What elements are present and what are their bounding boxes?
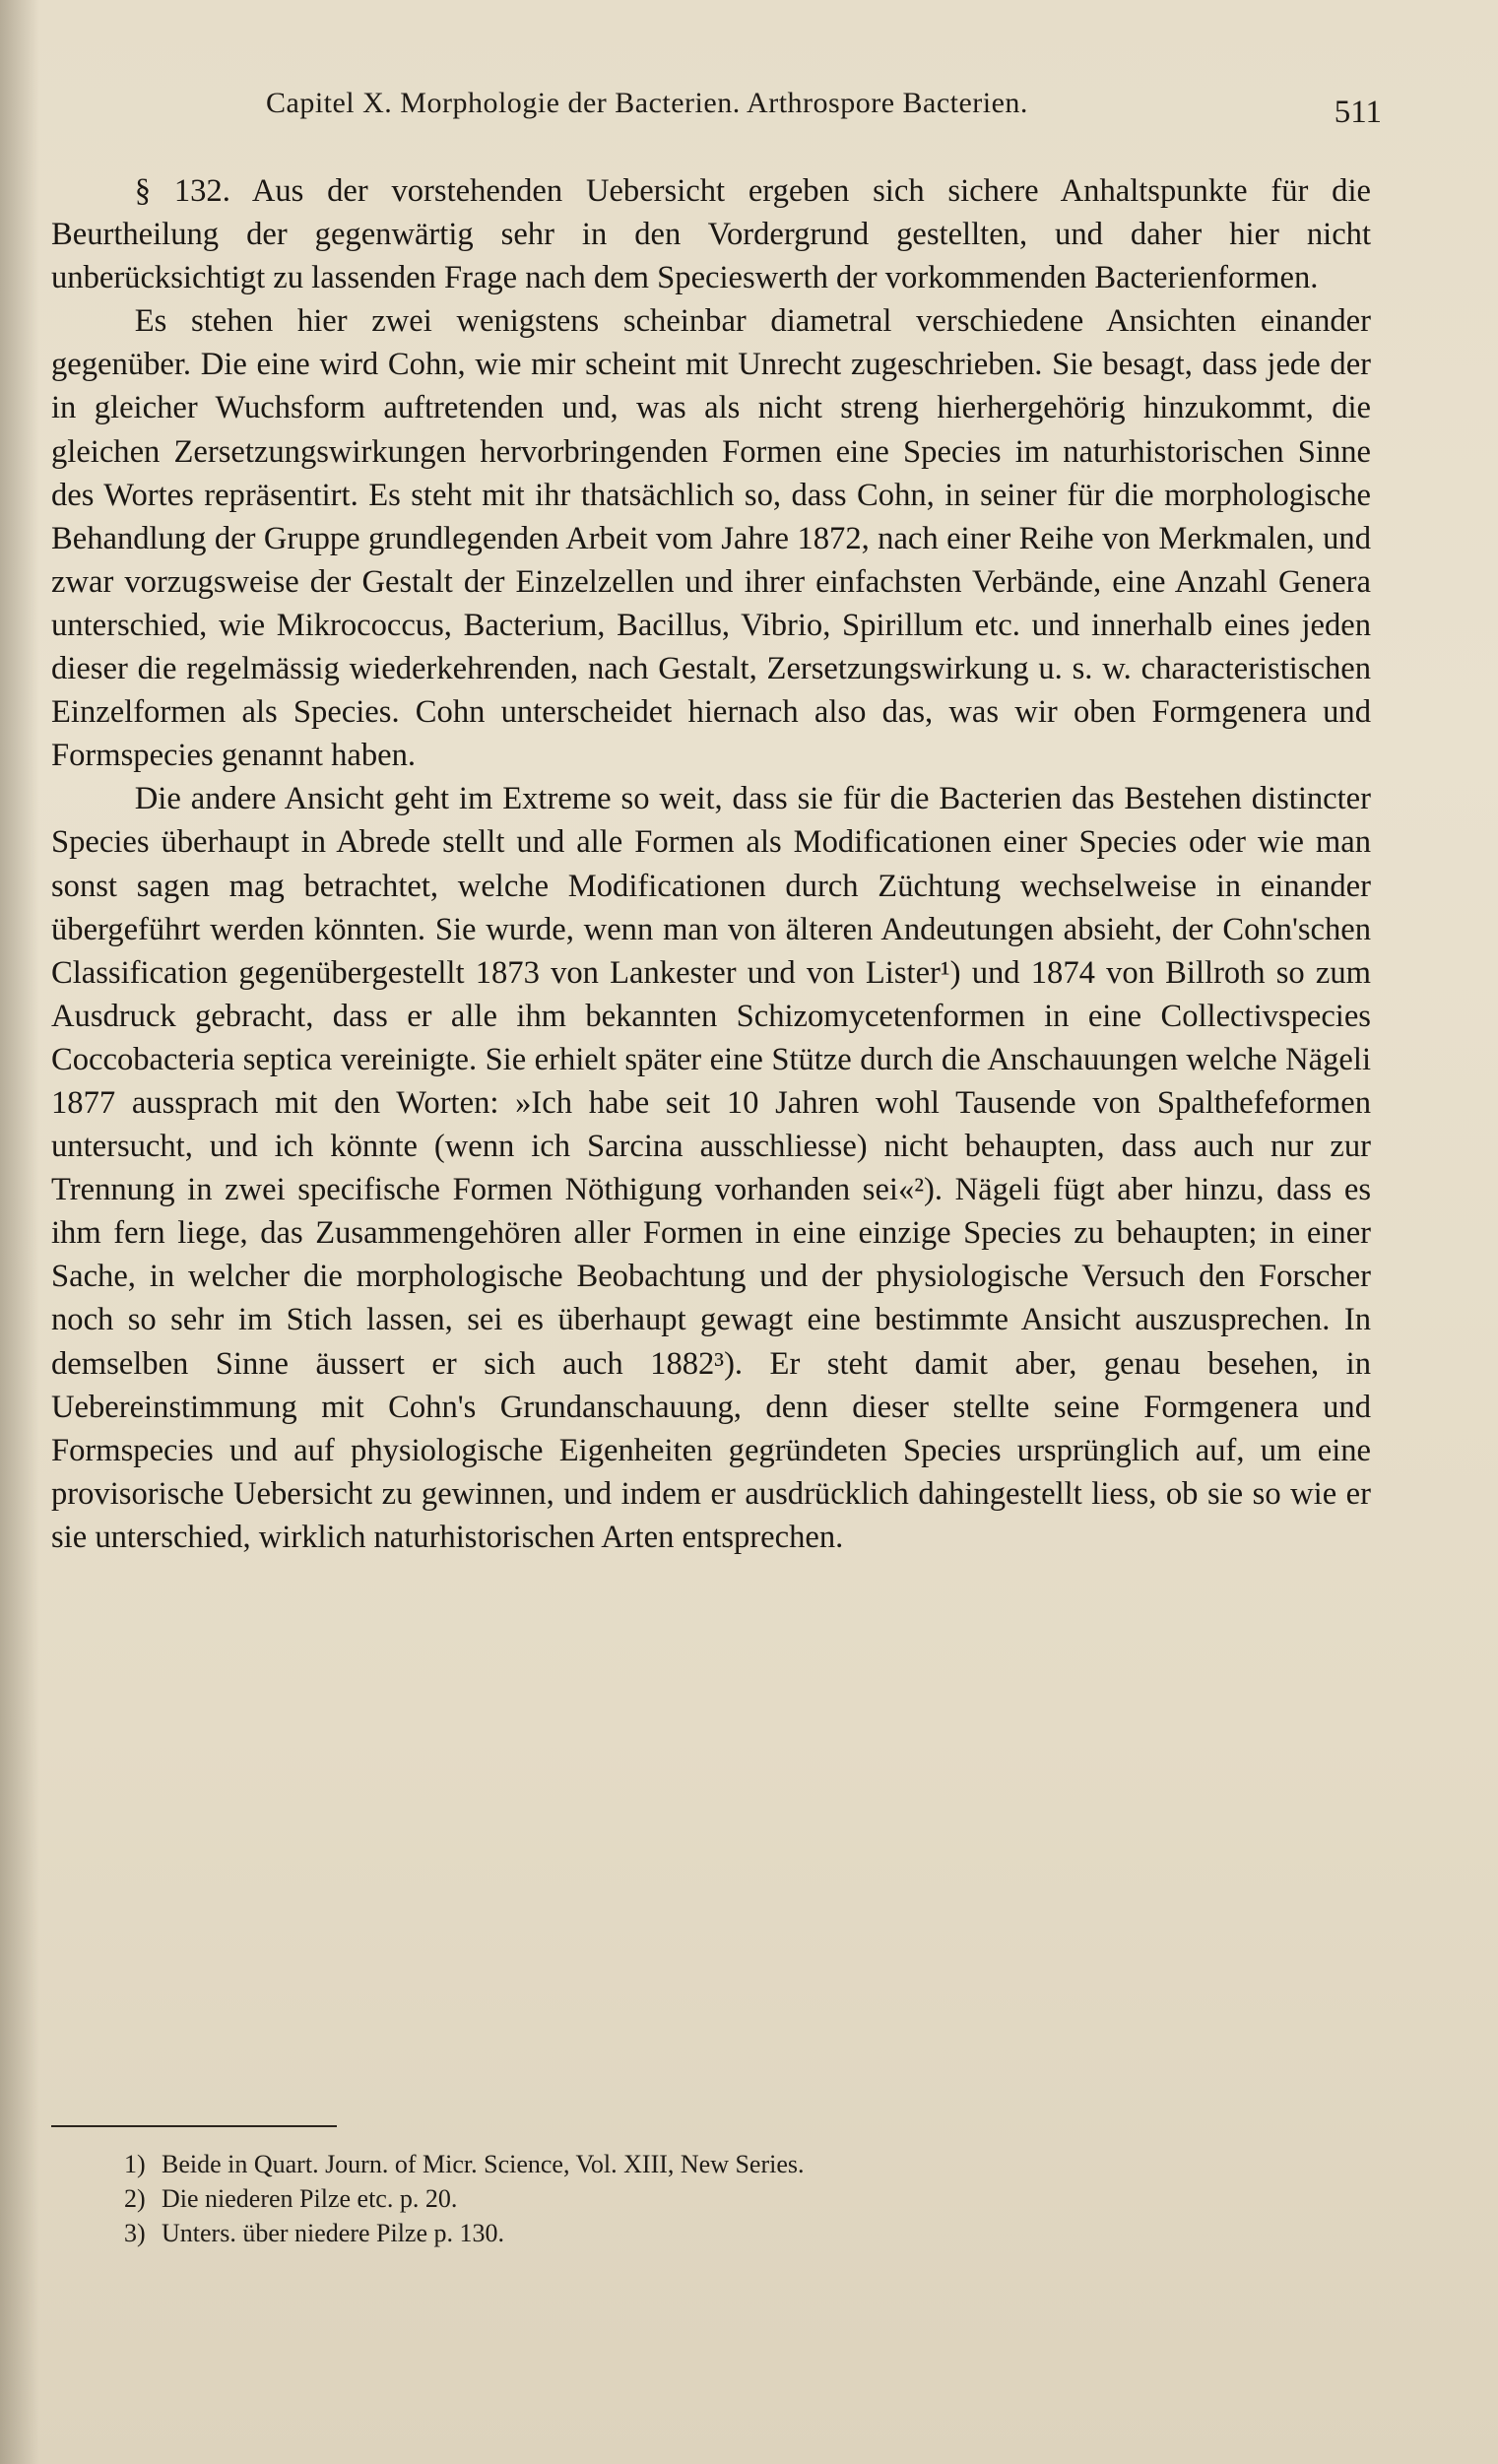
- footnote-text: Die niederen Pilze etc. p. 20.: [162, 2184, 458, 2213]
- footnote-2: [124, 2181, 1306, 2216]
- footnote-number: 3): [124, 2219, 146, 2247]
- footnote-1: [124, 2147, 1306, 2181]
- footnote-3: [124, 2216, 1306, 2250]
- footnote-text: Unters. über niedere Pilze p. 130.: [162, 2219, 505, 2247]
- footnotes: [124, 2147, 1306, 2250]
- footnote-rule: [51, 2125, 337, 2127]
- running-head: Capitel X. Morphologie der Bacterien. Arthrospore Bacterien.: [266, 87, 1028, 119]
- page-number: 511: [1334, 95, 1382, 130]
- page-header: [266, 87, 1382, 136]
- footnote-number: 2): [124, 2184, 146, 2213]
- page-gutter-shadow: [0, 0, 39, 2464]
- body-text: [51, 169, 1371, 1559]
- paragraph-two-views: Es stehen hier zwei wenigstens scheinbar diametral verschiedene Ansichten einander gegenüber. Die eine wird Cohn, wie mir scheint mit Unrecht zugeschrieben. Sie besagt, dass jede der in gleicher Wuchsform auftretenden und, was als nicht streng hierhergehörig hinzukommt, die gleichen Zersetzungswirkungen hervorbringenden Formen eine Species im naturhistorischen Sinne des Wortes repräsentirt. Es steht mit ihr thatsächlich so, dass Cohn, in seiner für die morphologische Behandlung der Gruppe grundlegenden Arbeit vom Jahre 1872, nach einer Reihe von Merkmalen, und zwar vorzugsweise der Gestalt der Einzelzellen und ihrer einfachsten Verbände, eine Anzahl Genera unterschied, wie Mikrococcus, Bacterium, Bacillus, Vibrio, Spirillum etc. und innerhalb eines jeden dieser die regelmässig wiederkehrenden, nach Gestalt, Zersetzungswirkung u. s. w. characteristischen Einzelformen als Species. Cohn unterscheidet hiernach also das, was wir oben Formgenera und Formspecies genannt haben.: [51, 303, 1371, 774]
- paragraph-other-view: Die andere Ansicht geht im Extreme so weit, dass sie für die Bacterien das Bestehen distincter Species überhaupt in Abrede stellt und alle Formen als Modificationen einer Species oder wie man sonst sagen mag betrachtet, welche Modificationen durch Züchtung wechselweise in einander übergeführt werden könnten. Sie wurde, wenn man von älteren Andeutungen absieht, der Cohn'schen Classification gegenübergestellt 1873 von Lankester und von Lister¹) und 1874 von Billroth so zum Ausdruck gebracht, dass er alle ihm bekannten Schizomycetenformen in eine Collectivspecies Coccobacteria septica vereinigte. Sie erhielt später eine Stütze durch die Anschauungen welche Nägeli 1877 aussprach mit den Worten: »Ich habe seit 10 Jahren wohl Tausende von Spalthefeformen untersucht, und ich könnte (wenn ich Sarcina ausschliesse) nicht behaupten, dass auch nur zur Trennung in zwei specifische Formen Nöthigung vorhanden sei«²). Nägeli fügt aber hinzu, dass es ihm fern liege, das Zusammengehören aller Formen in eine einzige Species zu behaupten; in einer Sache, in welcher die morphologische Beobachtung und der physiologische Versuch den Forscher noch so sehr im Stich lassen, sei es überhaupt gewagt eine bestimmte Ansicht auszusprechen. In demselben Sinne äussert er sich auch 1882³). Er steht damit aber, genau besehen, in Uebereinstimmung mit Cohn's Grundanschauung, denn dieser stellte seine Formgenera und Formspecies und auf physiologische Eigenheiten gegründeten Species ursprünglich auf, um eine provisorische Uebersicht zu gewinnen, und indem er ausdrücklich dahingestellt liess, ob sie so wie er sie unterschied, wirklich naturhistorischen Arten entsprechen.: [51, 781, 1371, 1555]
- footnote-text: Beide in Quart. Journ. of Micr. Science, Vol. XIII, New Series.: [162, 2150, 805, 2178]
- footnote-number: 1): [124, 2150, 146, 2178]
- paragraph-section-132: § 132. Aus der vorstehenden Uebersicht ergeben sich sichere Anhaltspunkte für die Beurtheilung der gegenwärtig sehr in den Vordergrund gestellten, und daher hier nicht unberücksichtigt zu lassenden Frage nach dem Specieswerth der vorkommenden Bacterienformen.: [51, 173, 1371, 296]
